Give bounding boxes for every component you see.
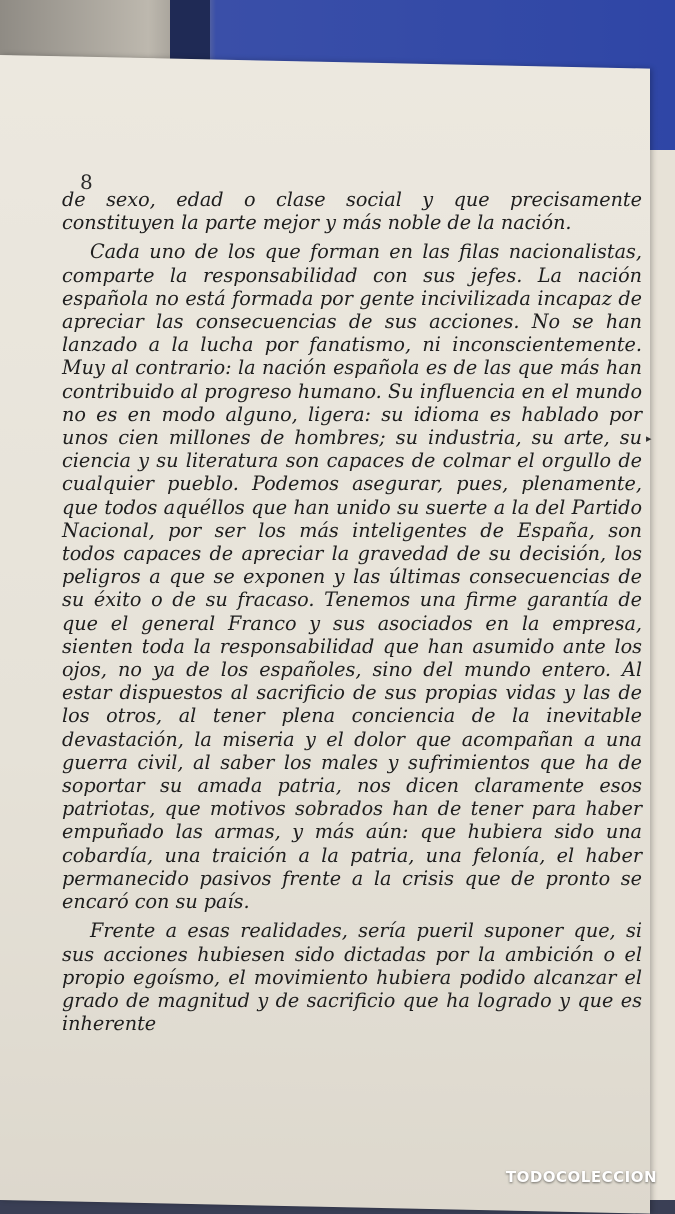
paragraph-3: Frente a esas realidades, sería pueril suponer que, si sus acciones hubiesen sido dictadas por la ambición o el propio egoísmo, el movimiento hubiera podido alcanzar el grado de magnitud y de sacrificio que ha logrado y que es inherente bbox=[62, 919, 642, 1036]
paragraph-2: Cada uno de los que forman en las filas nacionalistas, comparte la responsabilidad con sus jefes. La nación española no está formada por gente incivilizada incapaz de apreciar las consecuencias de sus acciones. No se han lanzado a la lucha por fanatismo, ni inconscientemente. Muy al contrario: la nación española es de las que más han contribuido al progreso humano. Su influencia en el mundo no es en modo alguno, ligera: su idioma es hablado por unos cien millones de hombres; su industria, su arte, su ciencia y su literatura son capaces de colmar el orgullo de cualquier pueblo. Podemos asegurar, pues, plenamente, que todos aquéllos que han unido su suerte a la del Partido Nacional, por ser los más inteligentes de España, son todos capaces de apreciar la gravedad de su decisión, los peligros a que se exponen y las últimas consecuencias de su éxito o de su fracaso. Tenemos una firme garantía de que el general Franco y sus asociados en la empresa, sienten toda la responsabilidad que han asumido ante los ojos, no ya de los españoles, sino del mundo entero. Al estar dispuestos al sacrificio de sus propias vidas y las de los otros, al tener plena conciencia de la inevitable devastación, la miseria y el dolor que acompañan a una guerra civil, al saber los males y sufrimientos que ha de soportar su amada patria, nos dicen claramente esos patriotas, que motivos sobrados han de tener para haber empuñado las armas, y más aún: que hubiera sido una cobardía, una traición a la patria, una felonía, el haber permanecido pasivos frente a la crisis que de pronto se encaró con su país. bbox=[62, 240, 642, 914]
margin-mark: ▸ bbox=[646, 432, 652, 445]
watermark: TODOCOLECCION bbox=[505, 1168, 657, 1186]
background-object bbox=[170, 0, 210, 60]
page-text bbox=[62, 188, 642, 1035]
paragraph-1: de sexo, edad o clase social y que precisamente constituyen la parte mejor y más noble de la nación. bbox=[62, 188, 642, 235]
page-number: 8 bbox=[80, 170, 93, 194]
